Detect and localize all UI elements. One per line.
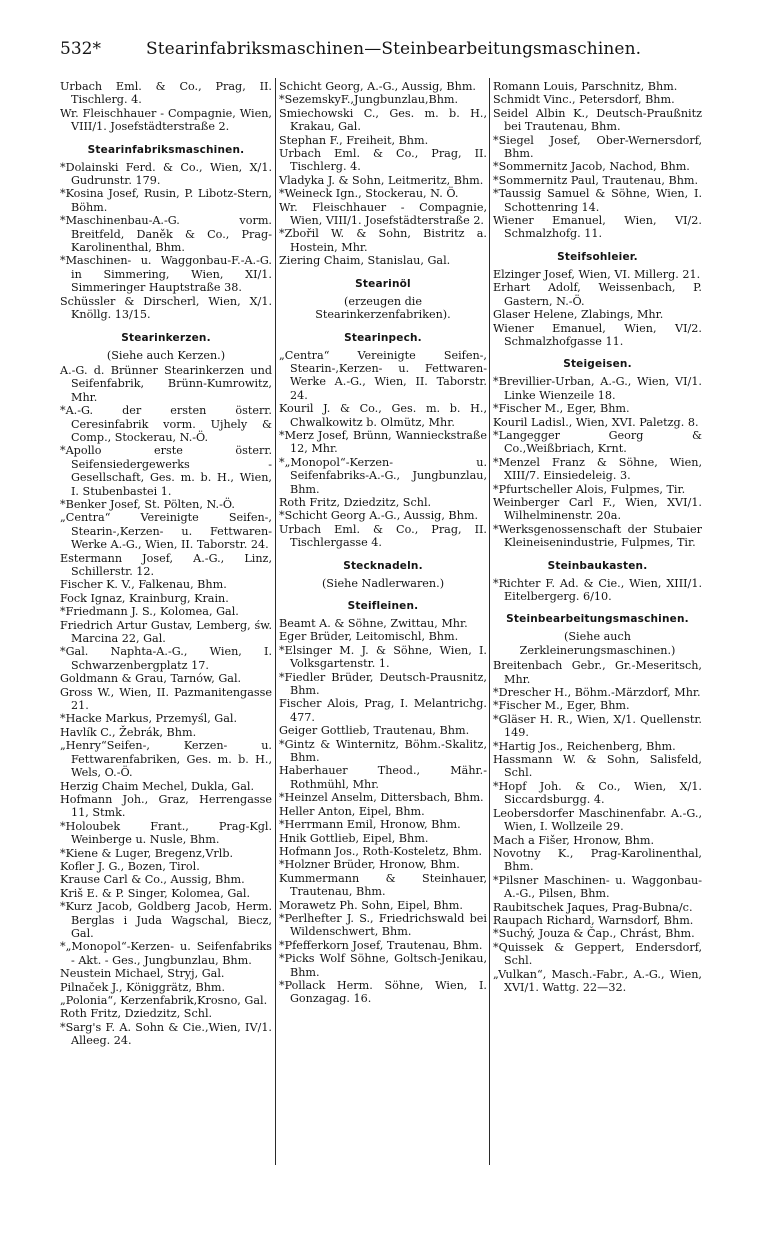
entry-group <box>60 364 272 1048</box>
directory-entry: Schüssler & Dirscherl, Wien, X/1. Knöllg. 13/15. <box>60 294 272 322</box>
directory-entry: Urbach Eml. & Co., Prag, II. Tischlergasse 4. <box>279 522 487 550</box>
column-left <box>60 80 272 1048</box>
entry-group <box>493 268 702 348</box>
directory-entry: *Maschinen- u. Waggonbau-F.-A.-G. in Simmering, Wien, XI/1. Simmeringer Hauptstraße 38. <box>60 254 272 295</box>
directory-entry: *Quissek & Geppert, Endersdorf, Schl. <box>493 940 702 968</box>
directory-entry: *A.-G. der ersten österr. Ceresinfabrik vorm. Ujhely & Comp., Stockerau, N.-Ö. <box>60 404 272 444</box>
directory-entry: Goldmann & Grau, Tarnów, Gal. <box>60 672 242 686</box>
directory-entry: *Sommernitz Paul, Trautenau, Bhm. <box>493 173 699 187</box>
directory-entry: Neustein Michael, Stryj, Gal. <box>60 967 225 981</box>
section-heading: Steifsohleier. <box>557 250 638 263</box>
entry-group <box>493 375 702 549</box>
directory-entry: „Centra“ Vereinigte Seifen-, Stearin-,Kerzen- u. Fettwaren-Werke A.-G., Wien, II. Taborstr. 24. <box>279 348 487 402</box>
directory-entry: *Drescher H., Böhm.-Märzdorf, Mhr. <box>493 686 701 700</box>
directory-entry: *Heinzel Anselm, Dittersbach, Bhm. <box>279 791 484 805</box>
directory-entry: *Kiene & Luger, Bregenz,Vrlb. <box>60 846 234 860</box>
directory-entry: *Apollo erste österr. Seifensiedergewerks - Gesellschaft, Ges. m. b. H., Wien, I. Stubenbastei 1. <box>60 444 272 498</box>
directory-entry: Vladyka J. & Sohn, Leitmeritz, Bhm. <box>279 173 484 187</box>
directory-entry: „Vulkan“, Masch.-Fabr., A.-G., Wien, XVI/1. Wattg. 22—32. <box>493 967 702 994</box>
page-number: 532* <box>60 39 101 59</box>
directory-entry: *Picks Wolf Söhne, Goltsch-Jenikau, Bhm. <box>279 952 487 979</box>
directory-entry: *Pfurtscheller Alois, Fulpmes, Tir. <box>493 482 686 496</box>
directory-entry: *„Monopol“-Kerzen- u. Seifenfabriks - Akt. - Ges., Jungbunzlau, Bhm. <box>60 940 272 967</box>
entry-group <box>279 80 487 268</box>
directory-entry: *Gläser H. R., Wien, X/1. Quellenstr. 149. <box>493 712 702 740</box>
directory-entry: *„Monopol“-Kerzen- u. Seifenfabriks-A.-G., Jungbunzlau, Bhm. <box>279 455 487 496</box>
column-divider <box>489 78 490 1165</box>
directory-entry: *Richter F. Ad. & Cie., Wien, XIII/1. Eitelbergerg. 6/10. <box>493 576 702 603</box>
directory-entry: Roth Fritz, Dziedzitz, Schl. <box>279 495 432 509</box>
section-note: (erzeugen die Stearinkerzenfabriken). <box>315 294 451 322</box>
directory-entry: Wr. Fleischhauer - Compagnie, Wien, VIII/1. Josefstädterstraße 2. <box>279 200 487 228</box>
directory-entry: Seidel Albin K., Deutsch-Praußnitz bei Trautenau, Bhm. <box>493 106 702 134</box>
directory-entry: *Pilsner Maschinen- u. Waggonbau-A.-G., Pilsen, Bhm. <box>493 873 702 901</box>
directory-entry: Eger Brüder, Leitomischl, Bhm. <box>279 630 459 644</box>
directory-entry: Havlík C., Žebrák, Bhm. <box>60 725 197 739</box>
directory-entry: *Schicht Georg A.-G., Aussig, Bhm. <box>279 509 479 523</box>
directory-entry: Schmidt Vinc., Petersdorf, Bhm. <box>493 93 675 107</box>
directory-entry: Kouril J. & Co., Ges. m. b. H., Chwalkowitz b. Olmütz, Mhr. <box>279 402 487 429</box>
directory-entry: Erhart Adolf, Weissenbach, P. Gastern, N.-Ö. <box>493 281 702 308</box>
section-note: (Siehe auch Zerkleinerungsmaschinen.) <box>519 630 676 657</box>
directory-entry: Kummermann & Steinhauer, Trautenau, Bhm. <box>279 871 487 899</box>
section-note: (Siehe Nadlerwaren.) <box>321 576 445 590</box>
directory-entry: Urbach Eml. & Co., Prag, II. Tischlerg. 4. <box>279 147 487 174</box>
directory-entry: *Weineck Ign., Stockerau, N. Ö. <box>279 187 459 201</box>
directory-entry: Hofmann Jos., Roth-Kosteletz, Bhm. <box>279 844 483 858</box>
directory-entry: *Friedmann J. S., Kolomea, Gal. <box>60 605 239 619</box>
section-heading: Stecknadeln. <box>343 559 423 572</box>
entry-group <box>493 80 702 241</box>
directory-entry: *Merz Josef, Brünn, Wannieckstraße 12, Mhr. <box>279 428 487 456</box>
directory-entry: Breitenbach Gebr., Gr.-Meseritsch, Mhr. <box>493 659 702 686</box>
directory-entry: Leobersdorfer Maschinenfabr. A.-G., Wien, I. Wollzeile 29. <box>493 806 702 834</box>
directory-entry: Glaser Helene, Zlabings, Mhr. <box>493 308 664 322</box>
entry-group <box>493 659 702 994</box>
directory-entry: *Dolainski Ferd. & Co., Wien, X/1. Gudrunstr. 179. <box>60 160 272 188</box>
directory-entry: Fischer Alois, Prag, I. Melantrichg. 477. <box>279 697 487 724</box>
directory-entry: Roth Fritz, Dziedzitz, Schl. <box>60 1007 213 1021</box>
directory-entry: *Hopf Joh. & Co., Wien, X/1. Siccardsburgg. 4. <box>493 779 702 807</box>
directory-entry: *Hacke Markus, Przemyśl, Gal. <box>60 712 238 726</box>
directory-entry: Stephan F., Freiheit, Bhm. <box>279 133 429 147</box>
page-header <box>60 39 700 65</box>
directory-entry: Hnik Gottlieb, Eipel, Bhm. <box>279 831 429 845</box>
directory-entry: Kriš E. & P. Singer, Kolomea, Gal. <box>60 886 251 900</box>
directory-entry: Gross W., Wien, II. Pazmanitengasse 21. <box>60 685 272 713</box>
directory-entry: Haberhauer Theod., Mähr.-Rothmühl, Mhr. <box>279 764 487 791</box>
section-heading: Steifleinen. <box>347 600 419 612</box>
directory-entry: *Taussig Samuel & Söhne, Wien, I. Schottenring 14. <box>493 187 702 214</box>
directory-entry: *Brevillier-Urban, A.-G., Wien, VI/1. Linke Wienzeile 18. <box>493 375 702 402</box>
section-heading: Steigeisen. <box>563 358 632 371</box>
directory-entry: Hofmann Joh., Graz, Herrengasse 11, Stmk. <box>60 792 272 820</box>
directory-entry: Fischer K. V., Falkenau, Bhm. <box>60 578 227 592</box>
directory-entry: Hassmann W. & Sohn, Salisfeld, Schl. <box>493 753 702 780</box>
directory-entry: „Centra“ Vereinigte Seifen-, Stearin-,Kerzen- u. Fettwaren-Werke A.-G., Wien, II. Taborstr. 24. <box>60 511 272 552</box>
directory-entry: *Siegel Josef, Ober-Wernersdorf, Bhm. <box>493 133 702 161</box>
directory-entry: Mach a Fišer, Hronow, Bhm. <box>493 833 655 847</box>
directory-entry: *Sommernitz Jacob, Nachod, Bhm. <box>493 160 690 174</box>
section-note: (Siehe auch Kerzen.) <box>106 348 226 362</box>
directory-entry: Ziering Chaim, Stanislau, Gal. <box>279 254 451 268</box>
directory-entry: *Fischer M., Eger, Bhm. <box>493 402 630 416</box>
directory-entry: *Kosina Josef, Rusin, P. Libotz-Stern, Böhm. <box>60 187 272 214</box>
directory-entry: *Werksgenossenschaft der Stubaier Kleineisenindustrie, Fulpmes, Tir. <box>493 522 702 550</box>
page-title: Stearinfabriksmaschinen—Steinbearbeitungsmaschinen. <box>146 39 642 59</box>
directory-entry: *Perlhefter J. S., Friedrichswald bei Wildenschwert, Bhm. <box>279 911 487 939</box>
directory-entry: *Holzner Brüder, Hronow, Bhm. <box>279 858 460 872</box>
directory-entry: Herzig Chaim Mechel, Dukla, Gal. <box>60 779 255 793</box>
directory-entry: Geiger Gottlieb, Trautenau, Bhm. <box>279 724 470 738</box>
directory-entry: *SezemskyF.,Jungbunzlau,Bhm. <box>279 93 459 107</box>
directory-entry: Beamt A. & Söhne, Zwittau, Mhr. <box>279 617 468 630</box>
directory-entry: Morawetz Ph. Sohn, Eipel, Bhm. <box>279 898 463 912</box>
directory-entry: *Gintz & Winternitz, Böhm.-Skalitz, Bhm. <box>279 737 487 765</box>
directory-entry: *Suchý, Jouza & Čap., Chrást, Bhm. <box>493 927 695 941</box>
directory-entry: Estermann Josef, A.-G., Linz, Schillerstr. 12. <box>60 551 272 578</box>
directory-entry: *Langegger Georg & Co.,Weißbriach, Krnt. <box>493 428 702 456</box>
directory-entry: *Holoubek Frant., Prag-Kgl. Weinberge u. Nusle, Bhm. <box>60 819 272 847</box>
section-heading: Stearinöl <box>355 277 411 290</box>
directory-entry: Fock Ignaz, Krainburg, Krain. <box>60 591 229 605</box>
directory-entry: Pilnaček J., Königgrätz, Bhm. <box>60 980 226 994</box>
section-heading: Steinbearbeitungsmaschinen. <box>506 613 689 626</box>
directory-entry: Friedrich Artur Gustav, Lemberg, św. Marcina 22, Gal. <box>60 618 272 646</box>
directory-entry: Elzinger Josef, Wien, VI. Millerg. 21. <box>493 267 701 281</box>
entry-group <box>60 80 272 134</box>
directory-entry: *Menzel Franz & Söhne, Wien, XIII/7. Einsiedeleig. 3. <box>493 455 702 483</box>
directory-entry: *Gal. Naphta-A.-G., Wien, I. Schwarzenbergplatz 17. <box>60 645 272 672</box>
directory-entry: Krause Carl & Co., Aussig, Bhm. <box>60 873 245 887</box>
directory-entry: Wr. Fleischhauer - Compagnie, Wien, VIII/1. Josefstädterstraße 2. <box>60 106 272 134</box>
directory-entry: *Pfefferkorn Josef, Trautenau, Bhm. <box>279 938 483 952</box>
entry-group <box>279 349 487 550</box>
directory-entry: *Fischer M., Eger, Bhm. <box>493 699 630 713</box>
section-heading: Stearinpech. <box>344 331 422 344</box>
directory-entry: *Fiedler Brüder, Deutsch-Prausnitz, Bhm. <box>279 670 487 698</box>
directory-entry: Kofler J. G., Bozen, Tirol. <box>60 859 200 873</box>
directory-entry: *Zbořil W. & Sohn, Bistritz a. Hostein, Mhr. <box>279 227 487 254</box>
directory-entry: *Hartig Jos., Reichenberg, Bhm. <box>493 739 676 753</box>
column-right <box>493 80 702 994</box>
directory-entry: Raubitschek Jaques, Prag-Bubna/c. <box>493 900 693 914</box>
directory-entry: Novotny K., Prag-Karolinenthal, Bhm. <box>493 846 702 874</box>
directory-entry: Raupach Richard, Warnsdorf, Bhm. <box>493 913 694 927</box>
directory-entry: *Maschinenbau-A.-G. vorm. Breitfeld, Daněk & Co., Prag-Karolinenthal, Bhm. <box>60 214 272 255</box>
directory-entry: *Herrmann Emil, Hronow, Bhm. <box>279 818 461 832</box>
column-divider <box>275 78 276 1165</box>
directory-entry: Wiener Emanuel, Wien, VI/2. Schmalzhofgasse 11. <box>493 321 702 348</box>
section-heading: Stearinkerzen. <box>121 331 211 344</box>
directory-entry: Kouril Ladisl., Wien, XVI. Paletzg. 8. <box>493 415 699 429</box>
entry-group <box>279 617 487 1006</box>
directory-entry: Wiener Emanuel, Wien, VI/2. Schmalzhofg. 11. <box>493 214 702 241</box>
directory-entry: Weinberger Carl F., Wien, XVI/1. Wilhelminenstr. 20a. <box>493 495 702 523</box>
directory-entry: *Elsinger M. J. & Söhne, Wien, I. Volksgartenstr. 1. <box>279 643 487 671</box>
directory-entry: *Sarg's F. A. Sohn & Cie.,Wien, IV/1. Alleeg. 24. <box>60 1020 272 1048</box>
section-heading: Steinbaukasten. <box>547 559 648 572</box>
entry-group <box>60 161 272 322</box>
directory-entry: *Kurz Jacob, Goldberg Jacob, Herm. Berglas i Juda Wagschal, Biecz, Gal. <box>60 900 272 940</box>
directory-entry: Schicht Georg, A.-G., Aussig, Bhm. <box>279 80 476 93</box>
column-middle <box>279 80 487 1006</box>
directory-entry: A.-G. d. Brünner Stearinkerzen und Seifenfabrik, Brünn-Kumrowitz, Mhr. <box>60 363 272 404</box>
directory-entry: Smiechowski C., Ges. m. b. H., Krakau, Gal. <box>279 106 487 134</box>
directory-entry: *Benker Josef, St. Pölten, N.-Ö. <box>60 497 235 511</box>
directory-entry: Urbach Eml. & Co., Prag, II. Tischlerg. 4. <box>60 80 272 107</box>
entry-group <box>493 577 702 604</box>
directory-entry: „Polonia“, Kerzenfabrik,Krosno, Gal. <box>60 994 268 1007</box>
section-heading: Stearinfabriksmaschinen. <box>87 143 245 156</box>
directory-entry: Heller Anton, Eipel, Bhm. <box>279 804 425 818</box>
directory-entry: *Pollack Herm. Söhne, Wien, I. Gonzagag. 16. <box>279 978 487 1006</box>
directory-entry: Romann Louis, Parschnitz, Bhm. <box>493 80 678 93</box>
directory-entry: „Henry“Seifen-, Kerzen- u. Fettwarenfabriken, Ges. m. b. H., Wels, O.-Ö. <box>60 739 272 780</box>
